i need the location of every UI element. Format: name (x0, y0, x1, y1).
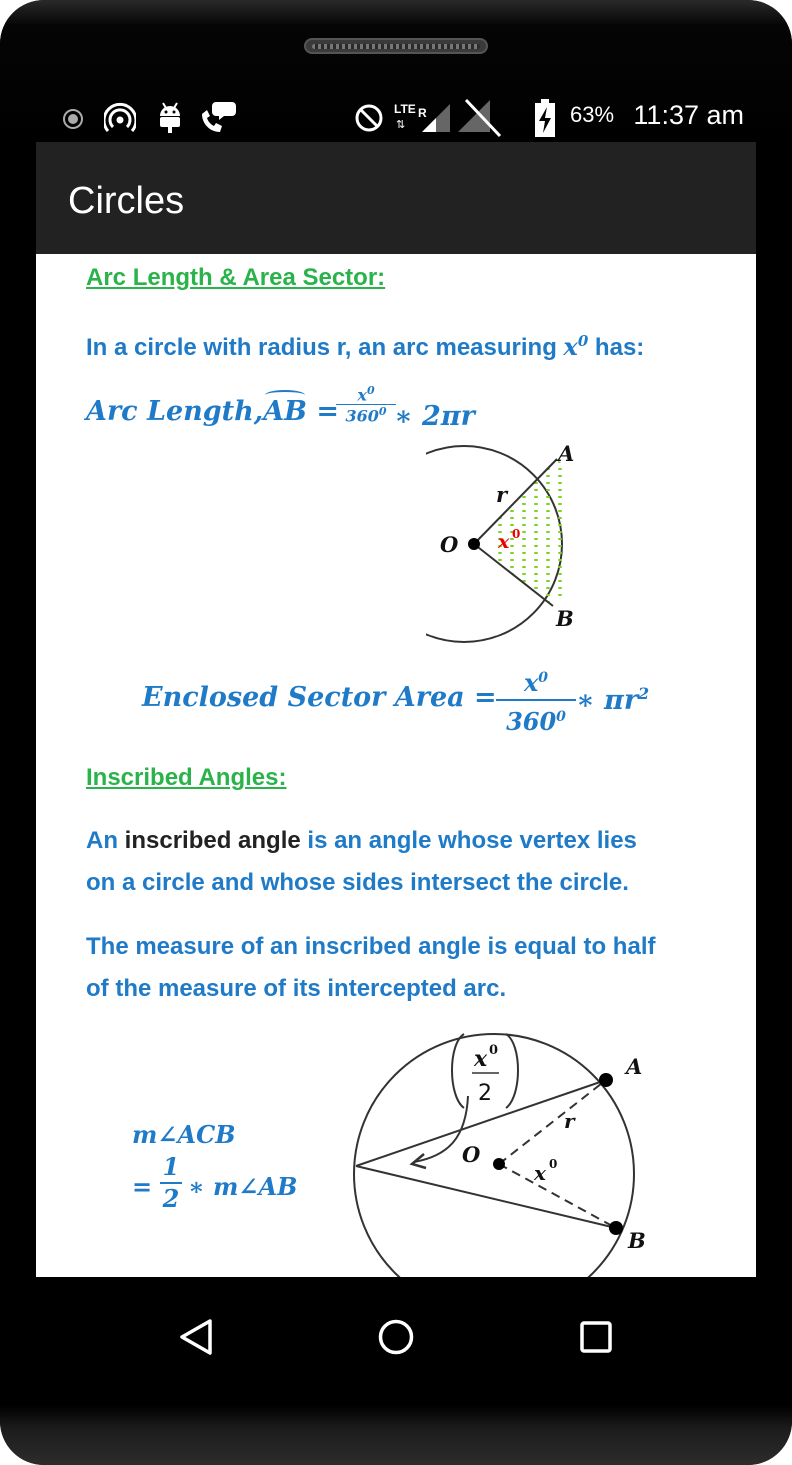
label-b: B (556, 606, 574, 631)
sector-num-var: x (523, 668, 539, 697)
label-o-2: O (462, 1142, 481, 1167)
label-r-2: r (564, 1109, 575, 1133)
chord-cb (356, 1166, 616, 1228)
def-part1: An (86, 827, 125, 854)
label-a-2: A (626, 1054, 643, 1079)
def-term: inscribed angle (124, 827, 301, 854)
sector-area-fraction (496, 662, 576, 738)
sector-den-sup: 0 (556, 709, 566, 725)
no-signal-icon (456, 96, 504, 140)
frac-num-var: x (357, 385, 367, 405)
half-fraction (160, 1152, 182, 1214)
arc-length-formula (86, 396, 339, 427)
label-x: x (498, 531, 510, 553)
label-x-2: x (534, 1161, 546, 1185)
fraction-denominator (336, 405, 396, 425)
arc-intro-var: x (563, 332, 578, 361)
lesson-content[interactable] (36, 254, 756, 1277)
battery-percent: 63% (570, 102, 615, 127)
sector-fraction-numerator (496, 662, 576, 701)
status-bar (36, 96, 756, 142)
data-activity-icon: ⇅ (396, 119, 406, 131)
inscribed-definition-line1 (86, 820, 637, 862)
navigation-bar (0, 1277, 792, 1405)
home-icon (381, 1322, 412, 1353)
frac-den-sup: 0 (378, 405, 387, 419)
frac-den-value: 360 (345, 406, 379, 426)
label-b-2: B (628, 1228, 646, 1253)
network-type-label: LTE (394, 102, 416, 116)
def-part2: is an angle whose vertex lies (300, 827, 637, 854)
recents-icon (582, 1323, 610, 1351)
inscribed-formula-eq: = (132, 1172, 153, 1201)
bubble-numerator-sup: 0 (489, 1043, 499, 1058)
sector-num-sup: 0 (538, 670, 549, 686)
radius-ob-dashed (499, 1164, 616, 1228)
clock: 11:37 am (633, 100, 744, 130)
recents-button[interactable] (566, 1307, 626, 1367)
equals-sign: = (306, 396, 339, 427)
sector-den-value: 360 (506, 707, 557, 736)
arc-length-fraction (336, 384, 396, 426)
device-bottom-bezel (0, 1405, 792, 1465)
signal-strength-icon (420, 100, 452, 134)
label-r: r (496, 482, 508, 507)
sector-tail-sup: 2 (638, 684, 650, 703)
half-denominator: 2 (162, 1184, 180, 1213)
sector-area-label: Enclosed Sector Area = (142, 682, 497, 713)
bubble-right-paren (506, 1034, 518, 1108)
inscribed-angle-diagram (336, 1014, 696, 1277)
arc-intro-sup: 0 (577, 332, 589, 350)
inscribed-definition-line2: on a circle and whose sides intersect the circle. (86, 869, 629, 896)
label-a: A (558, 441, 575, 466)
bubble-numerator: x (474, 1046, 488, 1072)
app-bar (36, 142, 756, 254)
fraction-numerator (336, 384, 396, 405)
sector-diagram (426, 434, 696, 654)
sector-tail-text: ∗ πr (576, 685, 639, 716)
frac-num-sup: 0 (366, 384, 375, 397)
inscribed-measure-line1: The measure of an inscribed angle is equal to half (86, 933, 656, 960)
back-button[interactable] (166, 1307, 226, 1367)
section-heading-inscribed-angles: Inscribed Angles: (86, 764, 287, 791)
half-numerator: 1 (160, 1152, 182, 1184)
earpiece-speaker (304, 38, 488, 54)
inscribed-formula-tail: ∗ m∠AB (188, 1172, 298, 1201)
android-debug-icon (156, 100, 184, 134)
pointer-arrow (414, 1096, 468, 1162)
arc-intro-part2: has: (588, 334, 645, 361)
bubble-left-paren (452, 1034, 464, 1108)
arc-length-tail: ∗ 2πr (394, 401, 475, 432)
do-not-disturb-icon (354, 103, 384, 133)
point-b (609, 1221, 623, 1235)
hotspot-icon (104, 102, 136, 134)
arc-length-label: Arc Length, (86, 396, 264, 427)
record-dot-icon (60, 106, 86, 132)
sector-fraction-denominator (496, 701, 576, 738)
back-icon (182, 1321, 210, 1353)
circle-outline-2 (354, 1034, 634, 1277)
label-x-sup-2: 0 (549, 1157, 558, 1171)
bubble-denominator: 2 (478, 1081, 492, 1106)
point-a (599, 1073, 613, 1087)
sector-area-tail (576, 684, 649, 716)
inscribed-formula-line1: m∠ACB (132, 1120, 236, 1149)
roaming-label: R (418, 106, 427, 120)
page-title: Circles (68, 180, 185, 222)
section-heading-arc-length: Arc Length & Area Sector: (86, 264, 386, 291)
arc-overline-icon (265, 390, 305, 400)
battery-charging-icon (534, 98, 556, 138)
arc-intro-text (86, 320, 644, 369)
center-point-2 (493, 1158, 505, 1170)
arc-ab-notation (263, 396, 307, 427)
home-button[interactable] (366, 1307, 426, 1367)
label-x-sup: 0 (512, 527, 521, 541)
wifi-calling-icon (198, 100, 236, 134)
arc-ab-text: AB (263, 396, 307, 427)
center-point (468, 538, 480, 550)
label-o: O (440, 532, 459, 557)
inscribed-measure-line2: of the measure of its intercepted arc. (86, 975, 507, 1002)
arc-intro-part1: In a circle with radius r, an arc measuring (86, 334, 564, 361)
